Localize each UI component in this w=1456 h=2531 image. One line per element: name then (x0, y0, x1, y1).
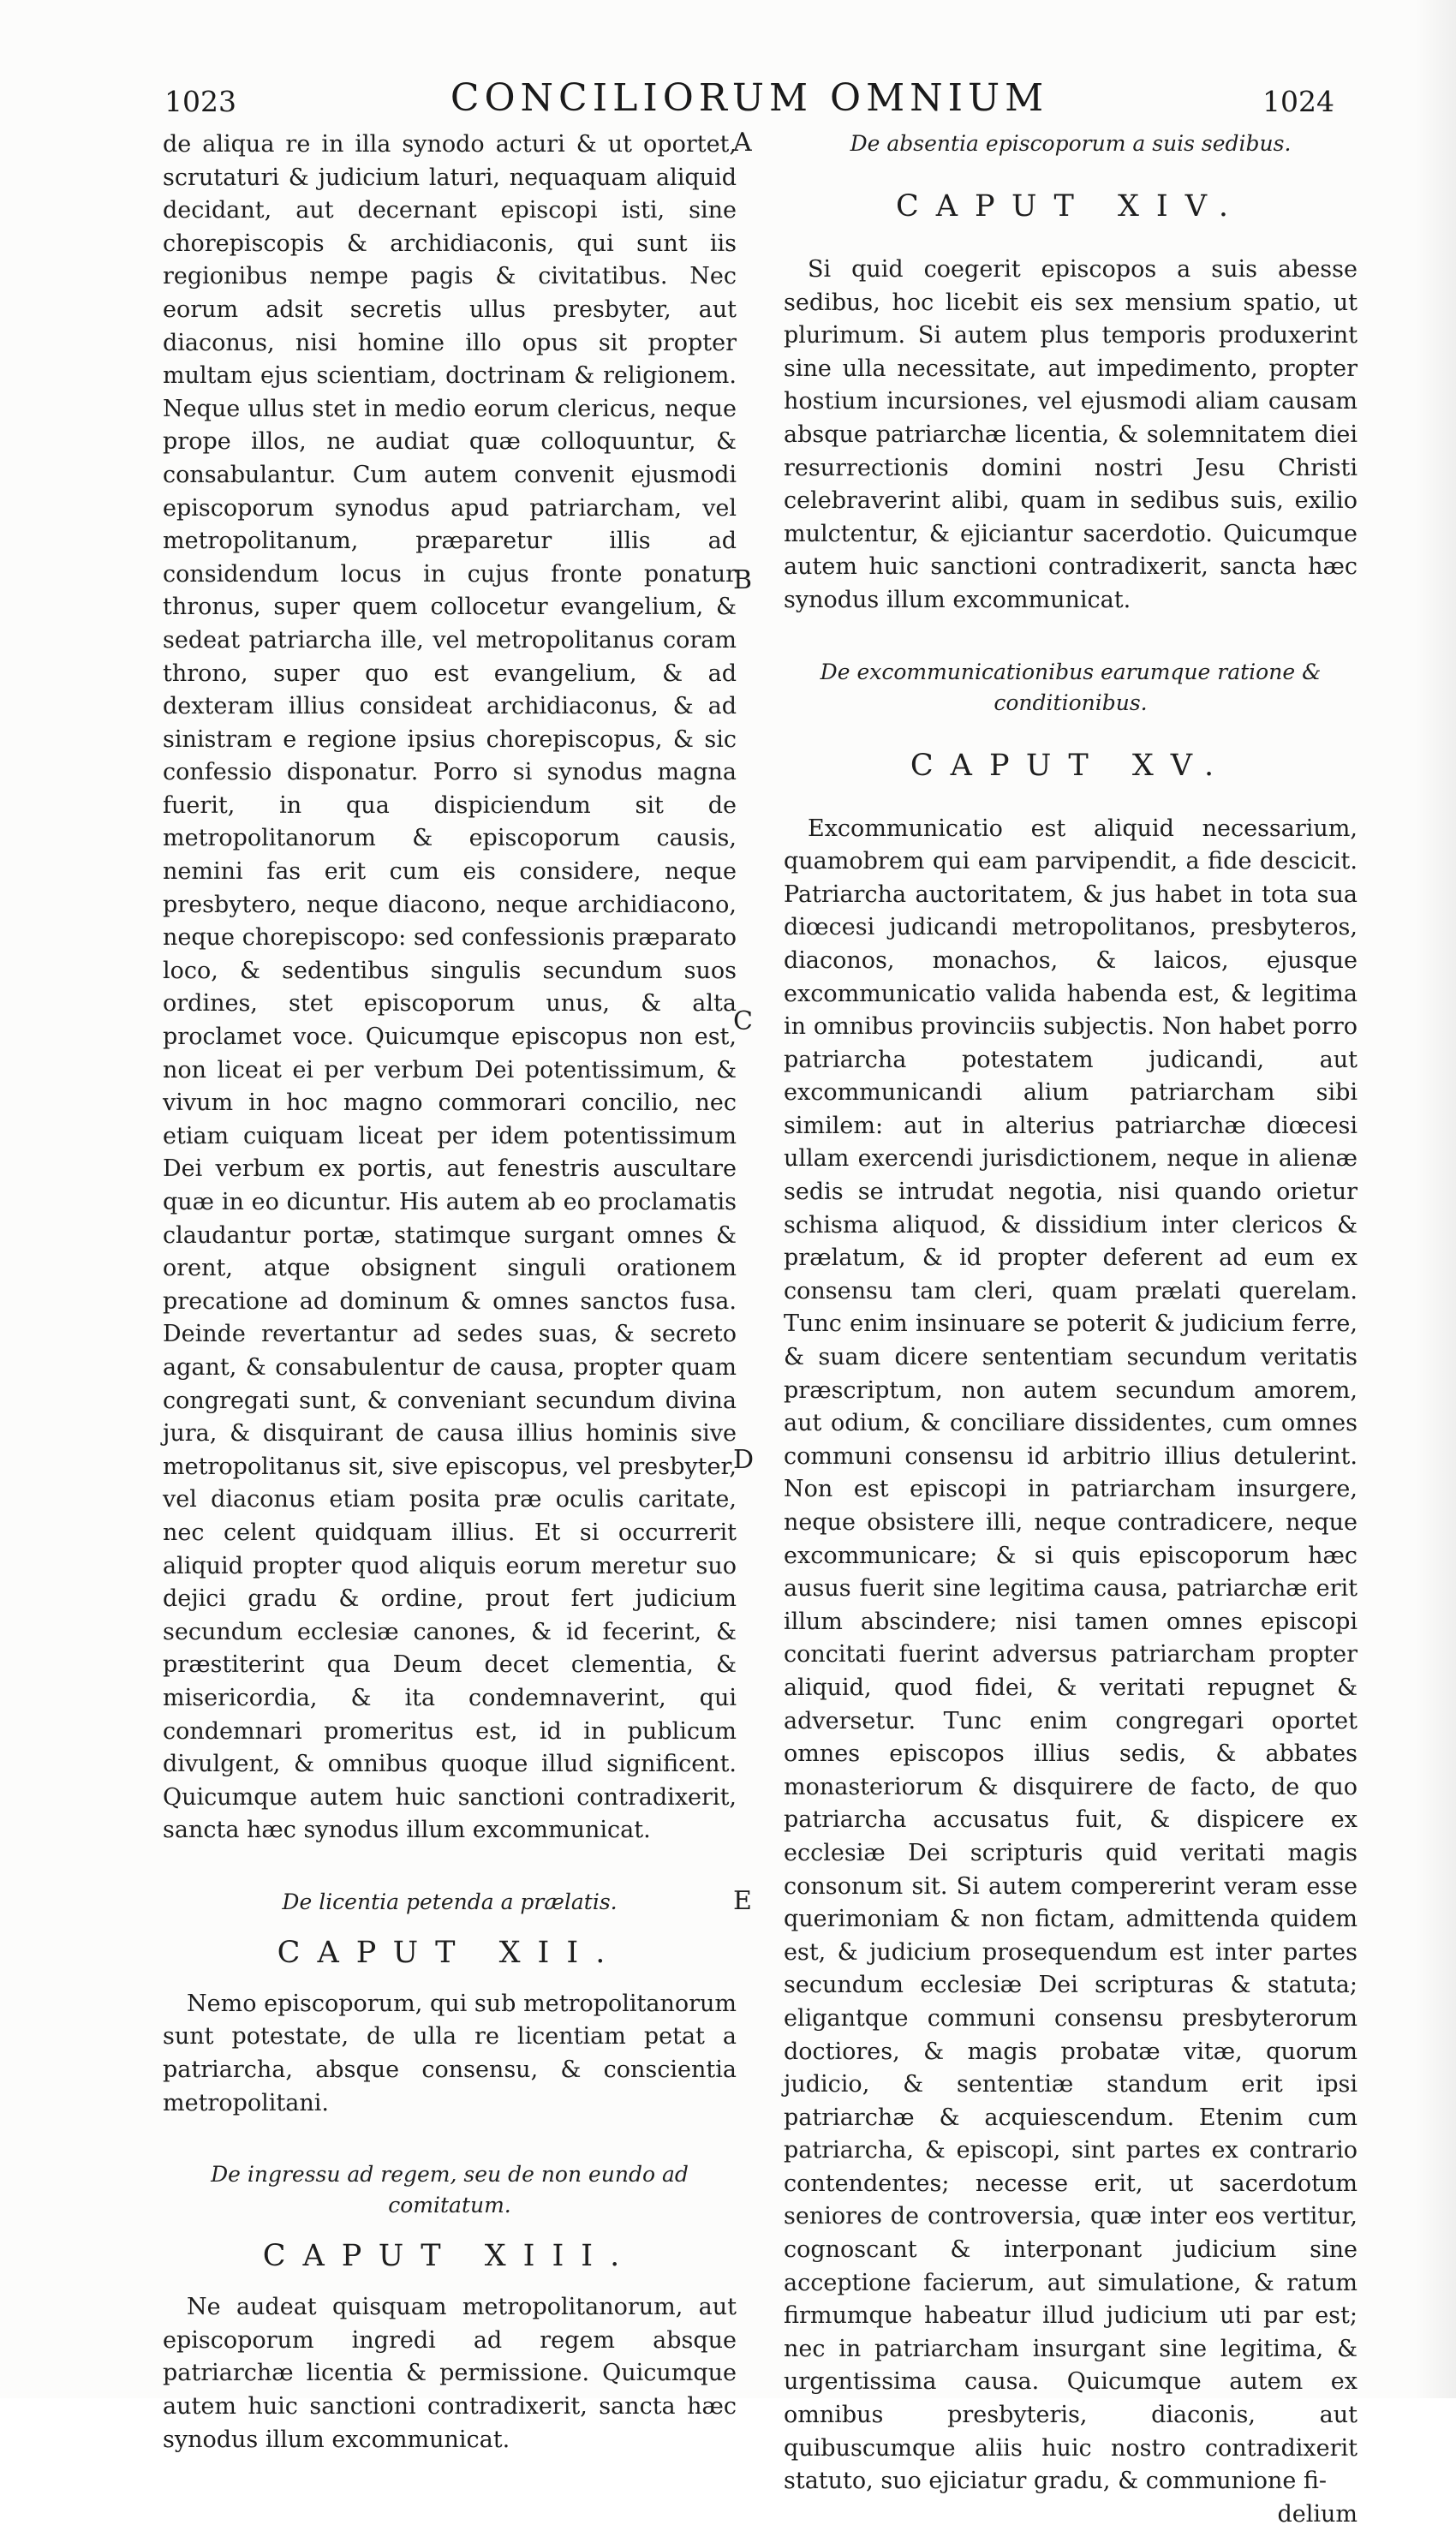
canon-15-text: Excommunicatio est aliquid necessarium, quamobrem qui eam parvipendit, a fide descicit. Patriarcha auctoritatem, & jus habet in tota sua diœcesi judicandi metropolitanos, presbyteros, diaconos, monachos, & laicos, ejusque excommunicatio valida habenda est, & legitima in omnibus provinciis subjectis. Non habet porro patriarcha potestatem judicandi, aut excommunicandi alium patriarcham sibi similem: aut in alterius patriarchæ diœcesi ullam exercendi jurisdictionem, neque in alienæ sedis se intrudat negotia, nisi quando orietur schisma aliquod, & dissidium inter clericos & prælatum, & id propter deferent ad eum ex consensu tam cleri, quam prælati querelam. Tunc enim insinuare se poterit & judicium ferre, & suam dicere sententiam secundum veritatis præscriptum, non autem secundum amorem, aut odium, & conciliare dissidentes, cum omnes communi consensu id arbitrio illius detulerint. Non est episcopi in patriarcham insurgere, neque obsistere illi, neque contradicere, neque excommunicare; & si quis episcoporum hæc ausus fuerit sine legitima causa, patriarchæ erit illum abscindere; nisi tamen omnes episcopi concitati fuerint adversus patriarcham propter aliquid, quod fidei, & veritati repugnet & adversetur. Tunc enim congregari oportet omnes episcopos illius sedis, & abbates monasteriorum & disquirere de facto, de quo patriarcha accusatus fuit, & dispicere ex ecclesiæ Dei scripturis quid veritati magis consonum sit. Si autem compererint veram esse querimoniam & non fictam, admittenda quidem est, & judicium prosequendum est inter partes secundum ecclesiæ Dei scripturas & statuta; eligantque communi consensu presbyterorum doctiores, & magis probatæ vitæ, quorum judicio, & sententiæ standum erit ipsi patriarchæ & acquiescendum. Etenim cum patriarcha, & episcopi, sint partes ex contrario contendentes; necesse erit, ut sacerdotum seniores de controversia, quæ inter eos vertitur, cognoscant & interponant judicium sine acceptione facierum, aut simulatione, & ratum firmumque habeatur illud judicium uti par est; nec in patriarcham insurgant sine legitima, & urgentissima causa. Quicumque autem ex omnibus presbyteris, diaconis, aut quibuscumque aliis huic nostro contradixerit statuto, suo ejiciatur gradu, & communione fi- (784, 815, 1358, 2495)
margin-letter-a: A (733, 128, 752, 158)
left-column (163, 128, 737, 2456)
canon-11-text: de aliqua re in illa synodo acturi & ut oportet, scrutaturi & judicium laturi, nequaquam aliquid decidant, aut decernant episcopi isti, sine chorepiscopis & archidiaconis, qui sunt iis regionibus nempe pagis & civitatibus. Nec eorum adsit secretis ullus presbyter, aut diaconus, nisi homine illo opus sit propter multam ejus scientiam, doctrinam & religionem. Neque ullus stet in medio eorum clericus, neque prope illos, ne audiat quæ colloquuntur, & consabulantur. Cum autem convenit ejusmodi episcoporum synodus apud patriarcham, vel metropolitanum, præparetur illis ad considendum locus in cujus fronte ponatur thronus, super quem collocetur evangelium, & sedeat patriarcha ille, vel metropolitanus coram throno, super quo est evangelium, & ad dexteram illius considеat archidiaconus, & ad sinistram e regione ipsius chorepiscopus, & sic confessio disponatur. Porro si synodus magna fuerit, in qua dispiciendum sit de metropolitanorum & episcoporum causis, nemini fas erit cum eis considere, neque presbytero, neque diacono, neque archidiacono, neque chorepiscopo: sed confessionis præparato loco, & sedentibus singulis secundum suos ordines, stet episcoporum unus, & alta proclamet voce. Quicumque episcopus non est, non liceat ei per verbum Dei potentissimum, & vivum in hoc magno commorari concilio, nec etiam cuiquam liceat per idem potentissimum Dei verbum ex portis, aut fenestris auscultare quæ in eo dicuntur. His autem ab eo proclamatis claudantur portæ, statimque surgant omnes & orent, atque obsignent singuli orationem precatione ad dominum & omnes sanctos fusa. Deinde revertantur ad sedes suas, & secreto agant, & consabulentur de causa, propter quam congregati sunt, & conveniant secundum divina jura, & disquirant de causa illius hominis sive metropolitanus sit, sive episcopus, vel presbyter, vel diaconus etiam posita præ oculis caritate, nec celent quidquam illius. Et si occurrerit aliquid propter quod aliquis eorum meretur suo dejici gradu & ordine, prout fert judicium secundum ecclesiæ canones, & id fecerint, & præstiterint qua Deum decet clementia, & misericordia, & ita condemnaverint, qui condemnari promeritus est, id in publicum divulgent, & omnibus quoque illud significent. Quicumque autem huic sanctioni contradixerit, sancta hæc synodus illum excommunicat. (163, 131, 737, 1844)
margin-letter-c: C (733, 1006, 753, 1036)
canon-12-heading: De licentia petenda a prælatis. (282, 1889, 618, 1914)
page-number-left: 1023 (164, 85, 236, 118)
page-number-right: 1024 (1262, 85, 1334, 118)
canon-13-heading: De ingressu ad regem, seu de non eundo ad comitatum. (211, 2162, 689, 2218)
canon-13-text: Ne audeat quisquam metropolitanorum, aut episcoporum ingredi ad regem absque patriarchæ licentia & permissione. Quicumque autem huic sanctioni contradixerit, sancta hæc synodus illum excommunicat. (163, 2294, 737, 2453)
caput-13-title: CAPUT XIII. (262, 2239, 637, 2274)
margin-letter-d: D (733, 1445, 755, 1475)
running-title: CONCILIORUM OMNIUM (450, 76, 1049, 120)
canon-14-text: Si quid coegerit episcopos a suis abesse sedibus, hoc licebit eis sex mensium spatio, ut plurimum. Si autem plus temporis produxerint sine ulla necessitate, aut impedimento, propter hostium incursiones, vel ejusmodi aliam causam absque patriarchæ licentia, & solemnitatem diei resurrectionis domini nostri Jesu Christi celebraverint alibi, quam in sedibus suis, exilio mulctentur, & ejiciantur sacerdotio. Quicumque autem huic sanctioni contradixerit, sancta hæc synodus illum excommunicat. (784, 256, 1358, 613)
margin-letter-b: B (733, 565, 753, 595)
right-column (784, 128, 1358, 2531)
caput-12-title: CAPUT XII. (277, 1935, 623, 1970)
caput-15-title: CAPUT XV. (910, 748, 1232, 783)
caput-14-title: CAPUT XIV. (896, 189, 1245, 224)
binding-shadow (1415, 0, 1456, 2398)
canon-12-text: Nemo episcoporum, qui sub metropolitanorum sunt potestate, de ulla re licentiam petat a patriarcha, absque consensu, & conscientia metropolitani. (163, 1990, 737, 2116)
margin-letter-e: E (733, 1886, 752, 1916)
catchword: delium (1277, 2500, 1358, 2528)
canon-14-heading: De absentia episcoporum a suis sedibus. (850, 131, 1292, 156)
running-header (154, 75, 1345, 127)
canon-15-heading: De excommunicationibus earumque ratione & conditionibus. (820, 659, 1322, 715)
